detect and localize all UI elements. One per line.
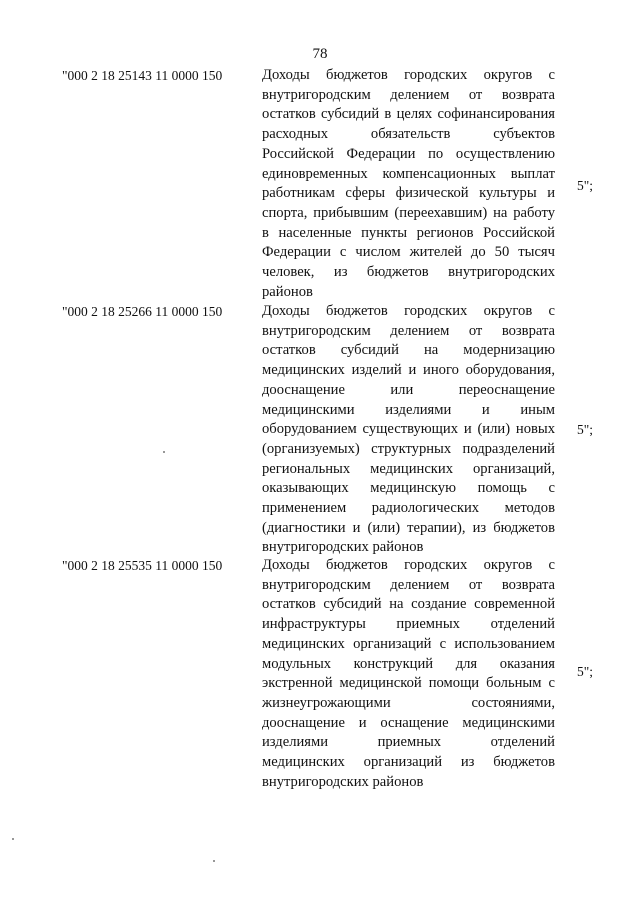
desc-line: внутригородским делением от возврата bbox=[262, 322, 555, 339]
entry-suffix: 5"; bbox=[577, 422, 594, 437]
desc-line: дооснащение или переоснащение bbox=[262, 381, 555, 398]
entry-suffix: 5"; bbox=[577, 178, 594, 193]
desc-line: районов bbox=[262, 283, 313, 300]
desc-line: (организуемых) структурных подразделений bbox=[262, 440, 555, 457]
desc-line: Доходы бюджетов городских округов с bbox=[262, 67, 555, 83]
scan-speck bbox=[12, 838, 14, 840]
desc-line: внутригородским делением от возврата bbox=[262, 576, 555, 593]
entry-description bbox=[262, 66, 555, 302]
desc-line: расходных обязательств субъектов bbox=[262, 126, 555, 143]
desc-line: внутригородским делением от возврата bbox=[262, 86, 555, 103]
entry-code: "000 2 18 25266 11 0000 150 bbox=[62, 304, 223, 319]
desc-line: медицинских изделий и иного оборудования, bbox=[262, 362, 555, 379]
desc-line: внутригородских районов bbox=[262, 539, 424, 556]
desc-line: в населенные пункты регионов Российской bbox=[262, 224, 555, 241]
desc-line: инфраструктуры приемных отделений bbox=[262, 616, 555, 633]
entry-code: "000 2 18 25535 11 0000 150 bbox=[62, 558, 223, 573]
scan-speck bbox=[213, 860, 215, 862]
entry-suffix: 5"; bbox=[577, 664, 594, 679]
desc-line: Доходы бюджетов городских округов с bbox=[262, 557, 555, 573]
desc-line: Доходы бюджетов городских округов с bbox=[262, 303, 555, 319]
desc-line: единовременных компенсационных выплат bbox=[262, 165, 555, 182]
desc-line: остатков субсидий в целях софинансирования bbox=[262, 106, 555, 123]
desc-line: оказывающих медицинскую помощь с bbox=[262, 480, 555, 497]
desc-line: модульных конструкций для оказания bbox=[262, 655, 555, 672]
desc-line: медицинскими изделиями и иным bbox=[262, 401, 555, 418]
desc-line: экстренной медицинской помощи больным с bbox=[262, 675, 555, 692]
scan-speck bbox=[163, 451, 165, 453]
desc-line: спорта, прибывшим (переехавшим) на работу bbox=[262, 204, 555, 221]
desc-line: дооснащение и оснащение медицинскими bbox=[262, 714, 555, 731]
desc-line: (диагностики и (или) терапии), из бюджетов bbox=[262, 519, 555, 536]
desc-line: внутригородских районов bbox=[262, 773, 424, 790]
desc-line: остатков субсидий на создание современной bbox=[262, 596, 555, 613]
desc-line: остатков субсидий на модернизацию bbox=[262, 342, 555, 359]
desc-line: жизнеугрожающими состояниями, bbox=[262, 694, 555, 711]
desc-line: человек, из бюджетов внутригородских bbox=[262, 264, 555, 281]
desc-line: медицинских организаций из бюджетов bbox=[262, 754, 555, 771]
desc-line: региональных медицинских организаций, bbox=[262, 460, 555, 477]
desc-line: медицинских организаций с использованием bbox=[262, 635, 555, 652]
desc-line: Российской Федерации по осуществлению bbox=[262, 145, 555, 162]
entry-code: "000 2 18 25143 11 0000 150 bbox=[62, 68, 223, 83]
desc-line: Федерации с числом жителей до 50 тысяч bbox=[262, 244, 555, 261]
desc-line: оборудованием существующих и (или) новых bbox=[262, 421, 555, 438]
entry-description bbox=[262, 302, 555, 558]
desc-line: изделиями приемных отделений bbox=[262, 734, 555, 751]
entry-description bbox=[262, 556, 555, 792]
desc-line: работникам сферы физической культуры и bbox=[262, 185, 555, 202]
desc-line: применением радиологических методов bbox=[262, 500, 555, 517]
page-number: 78 bbox=[312, 46, 328, 62]
